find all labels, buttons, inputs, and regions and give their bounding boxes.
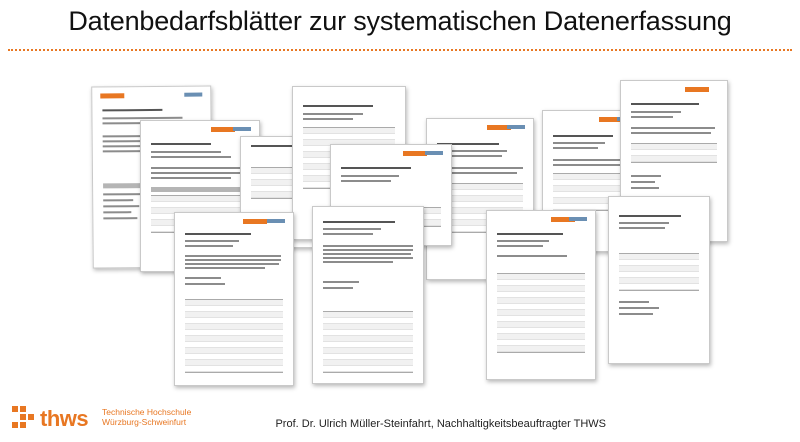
presenter-credit: Prof. Dr. Ulrich Müller-Steinfahrt, Nachhaltigkeitsbeauftragter THWS (275, 418, 606, 430)
brand-line-2: Würzburg-Schweinfurt (102, 417, 187, 427)
brand-subtitle (102, 407, 191, 427)
sheet-thumbnail (312, 206, 424, 384)
brand-name: thws (40, 406, 89, 431)
sheet-thumbnail (608, 196, 710, 364)
title-divider (8, 49, 792, 51)
thws-logo (10, 404, 210, 434)
thws-mark-icon (10, 404, 36, 432)
slide-title: Datenbedarfsblätter zur systematischen Datenerfassung (68, 6, 732, 36)
sheet-thumbnail (486, 210, 596, 380)
sheet-thumbnail (174, 212, 294, 386)
brand-line-1: Technische Hochschule (102, 407, 192, 417)
